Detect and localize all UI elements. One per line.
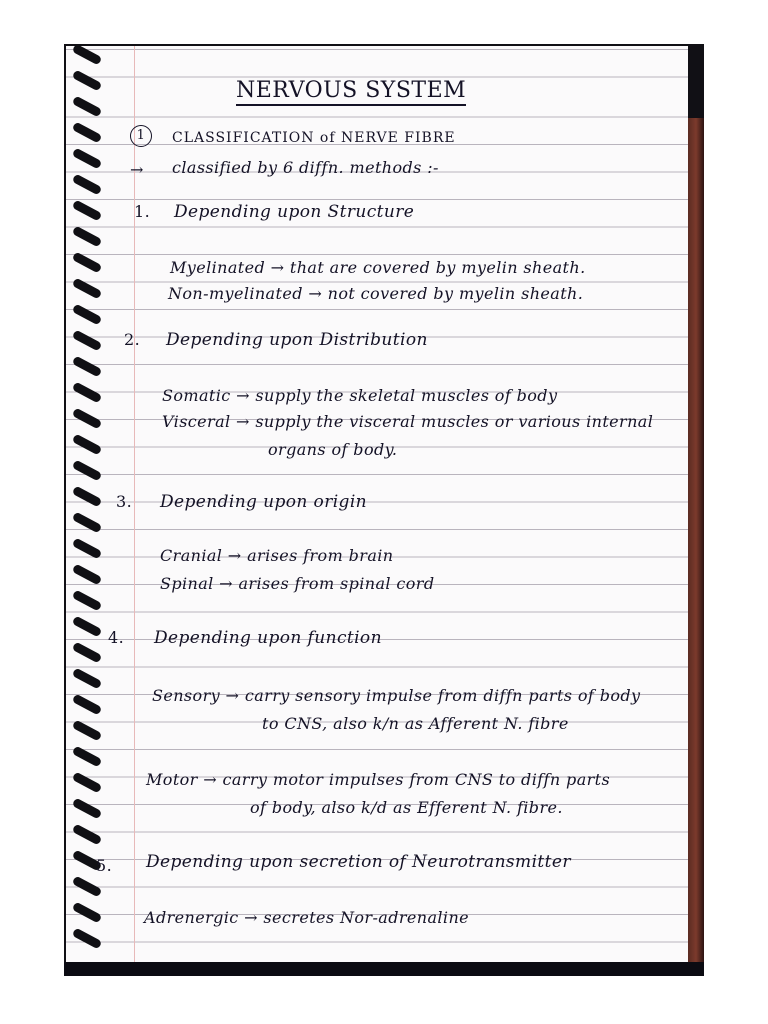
spiral-coil bbox=[72, 69, 103, 91]
item-line: to CNS, also k/n as Afferent N. fibre bbox=[262, 714, 569, 733]
item-line: Visceral → supply the visceral muscles or various internal bbox=[162, 412, 654, 431]
spiral-coil bbox=[72, 303, 103, 325]
item-number: 1. bbox=[134, 202, 151, 221]
spiral-coil bbox=[72, 459, 103, 481]
item-line: Non-myelinated → not covered by myelin sheath. bbox=[168, 284, 584, 303]
item-line: Motor → carry motor impulses from CNS to diffn parts bbox=[146, 770, 611, 789]
spiral-coil bbox=[72, 901, 103, 923]
spiral-coil bbox=[72, 693, 103, 715]
spiral-coil bbox=[72, 927, 103, 949]
spiral-coil bbox=[72, 823, 103, 845]
spiral-coil bbox=[72, 121, 103, 143]
spiral-coil bbox=[72, 797, 103, 819]
item-number: 2. bbox=[124, 330, 141, 349]
item-line: Spinal → arises from spinal cord bbox=[160, 574, 435, 593]
item-heading: Depending upon Distribution bbox=[166, 330, 428, 350]
page-shadow bbox=[64, 962, 704, 976]
spiral-coil bbox=[72, 771, 103, 793]
spiral-coil bbox=[72, 355, 103, 377]
spiral-coil bbox=[72, 719, 103, 741]
item-heading: Depending upon secretion of Neurotransmitter bbox=[146, 852, 571, 872]
item-line: Myelinated → that are covered by myelin sheath. bbox=[170, 258, 586, 277]
item-number: 3. bbox=[116, 492, 133, 511]
margin-line bbox=[134, 46, 135, 966]
spiral-coil bbox=[72, 147, 103, 169]
item-line: of body, also k/d as Efferent N. fibre. bbox=[250, 798, 563, 817]
spiral-coil bbox=[72, 433, 103, 455]
spiral-coil bbox=[72, 173, 103, 195]
item-heading: Depending upon Structure bbox=[174, 202, 415, 222]
intro-text: classified by 6 diffn. methods :- bbox=[172, 158, 439, 177]
item-heading: Depending upon function bbox=[154, 628, 382, 648]
spiral-coil bbox=[72, 95, 103, 117]
spiral-coil bbox=[72, 615, 103, 637]
section-marker bbox=[130, 124, 152, 147]
item-line: Sensory → carry sensory impulse from diffn parts of body bbox=[152, 686, 641, 705]
spiral-coil bbox=[72, 381, 103, 403]
page-title: NERVOUS SYSTEM bbox=[236, 78, 466, 106]
spiral-coil bbox=[72, 641, 103, 663]
spiral-coil bbox=[72, 277, 103, 299]
item-line: Adrenergic → secretes Nor-adrenaline bbox=[144, 908, 470, 927]
spiral-coil bbox=[72, 43, 103, 65]
spiral-coil bbox=[72, 251, 103, 273]
spiral-coil bbox=[72, 589, 103, 611]
section-title: CLASSIFICATION of NERVE FIBRE bbox=[172, 130, 456, 146]
spiral-binding bbox=[66, 46, 106, 966]
spiral-coil bbox=[72, 485, 103, 507]
item-line: Cranial → arises from brain bbox=[160, 546, 394, 565]
spiral-coil bbox=[72, 537, 103, 559]
item-heading: Depending upon origin bbox=[160, 492, 368, 512]
spiral-coil bbox=[72, 745, 103, 767]
intro-arrow: → bbox=[130, 160, 144, 179]
spiral-coil bbox=[72, 199, 103, 221]
item-line: Somatic → supply the skeletal muscles of body bbox=[162, 386, 558, 405]
item-number: 5. bbox=[96, 856, 113, 875]
spiral-coil bbox=[72, 407, 103, 429]
spiral-coil bbox=[72, 511, 103, 533]
spiral-coil bbox=[72, 667, 103, 689]
spiral-coil bbox=[72, 563, 103, 585]
spiral-coil bbox=[72, 225, 103, 247]
section-number: 1 bbox=[130, 125, 152, 147]
spiral-coil bbox=[72, 875, 103, 897]
item-number: 4. bbox=[108, 628, 125, 647]
table-edge bbox=[688, 118, 704, 968]
item-line: organs of body. bbox=[268, 440, 398, 459]
spiral-coil bbox=[72, 329, 103, 351]
